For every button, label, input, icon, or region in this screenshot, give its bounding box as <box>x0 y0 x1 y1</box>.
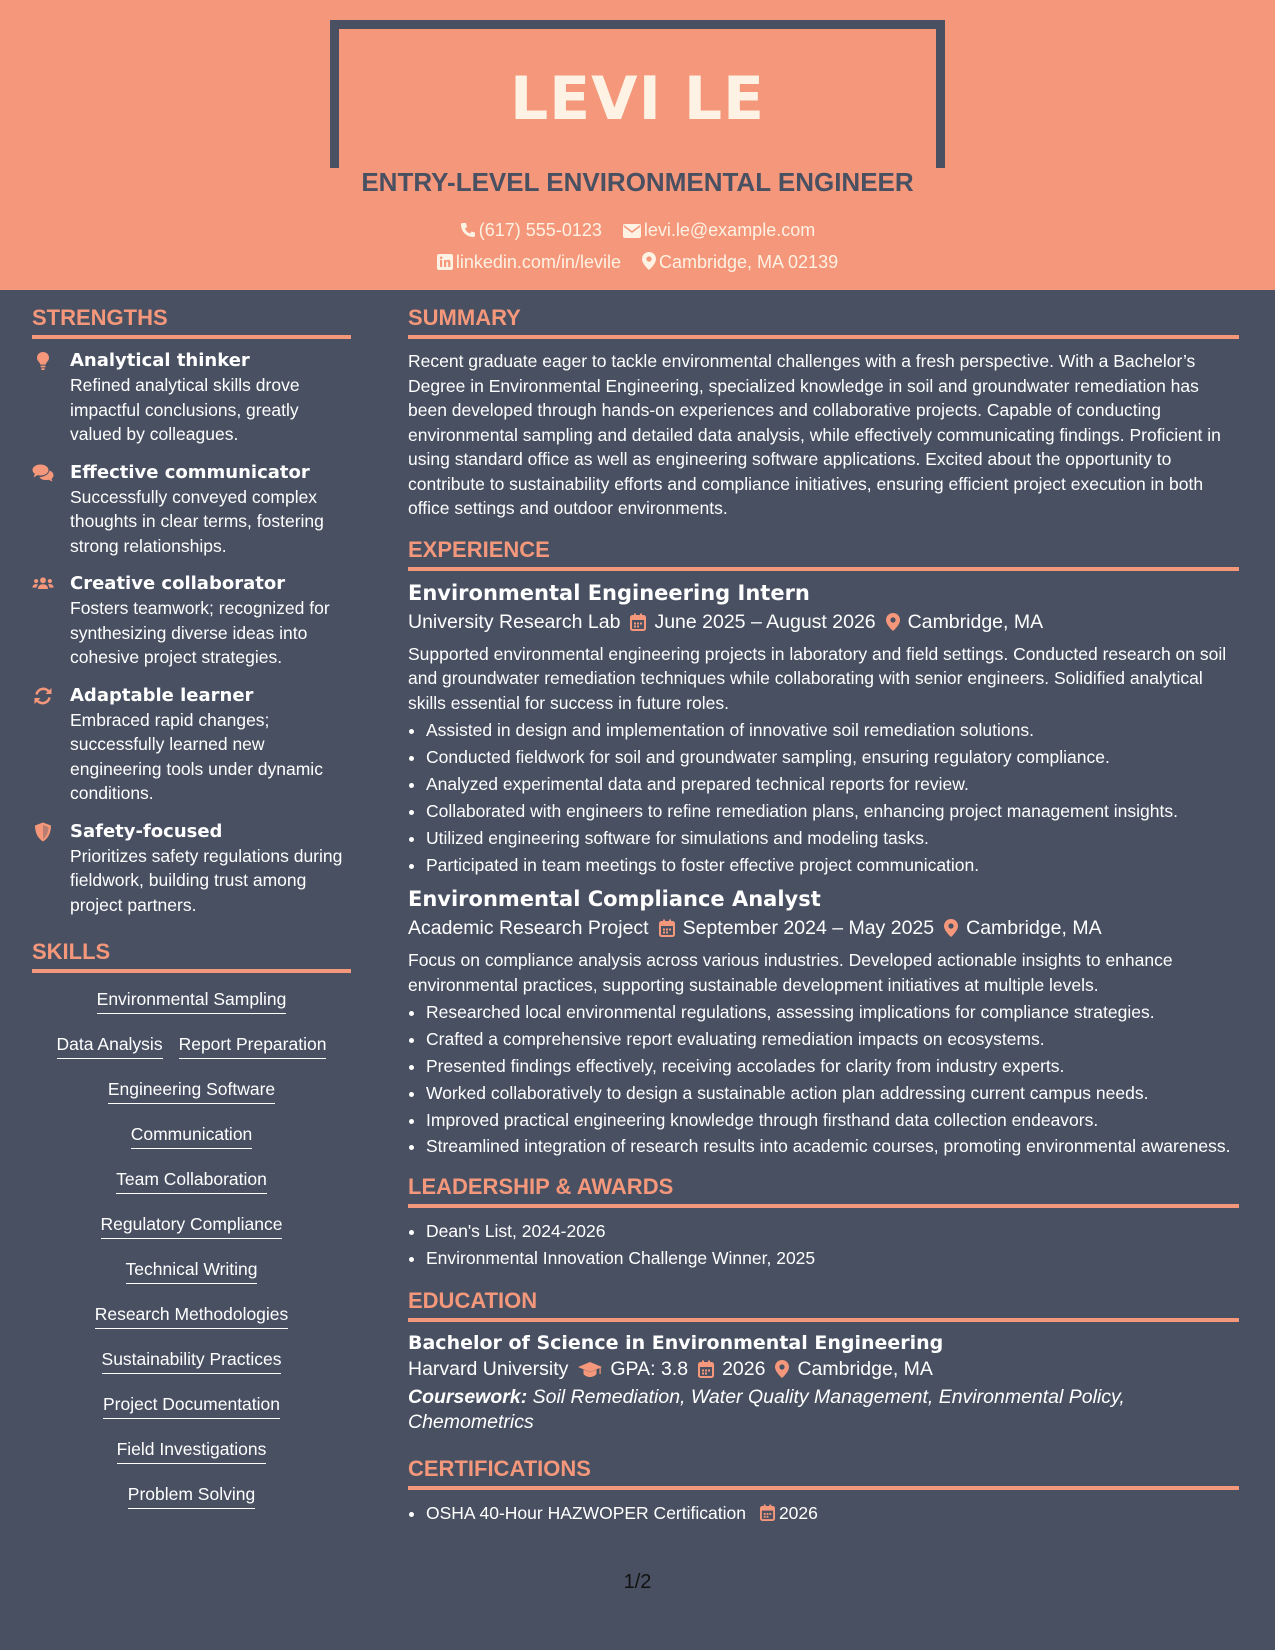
coursework-label: Coursework: <box>408 1386 528 1408</box>
email-text: levi.le@example.com <box>643 220 816 240</box>
skills-heading: SKILLS <box>32 939 351 973</box>
graduation-cap-icon <box>578 1362 602 1378</box>
list-item: • Worked collaboratively to design a sustainable action plan addressing current campus needs. <box>426 1080 1239 1107</box>
page-number: 1/2 <box>623 1571 652 1593</box>
chat-icon <box>32 463 54 483</box>
map-pin-icon <box>775 1360 789 1378</box>
school-name: Harvard University <box>408 1358 569 1380</box>
strength-item <box>32 461 351 559</box>
job-location: Cambridge, MA <box>966 917 1102 939</box>
lightbulb-icon <box>32 351 54 371</box>
map-pin-icon <box>944 919 958 937</box>
gpa-text: GPA: 3.8 <box>610 1358 689 1380</box>
job-org: University Research Lab <box>408 610 621 633</box>
users-icon <box>32 574 54 594</box>
strength-title: Analytical thinker <box>70 350 250 371</box>
header <box>0 0 1275 290</box>
skill-tag: Data Analysis <box>57 1034 163 1059</box>
job-entry <box>408 581 1239 880</box>
certification-name: OSHA 40-Hour HAZWOPER Certification <box>426 1503 746 1523</box>
linkedin-contact[interactable] <box>437 252 621 273</box>
skill-tag: Problem Solving <box>128 1484 255 1509</box>
list-item: • Presented findings effectively, receiving accolades for clarity from industry experts. <box>426 1053 1239 1080</box>
strength-item <box>32 820 351 918</box>
job-meta <box>408 611 1239 634</box>
strength-desc: Embraced rapid changes; successfully learned new engineering tools under dynamic conditions. <box>70 709 323 803</box>
right-column <box>408 305 1239 1527</box>
job-org: Academic Research Project <box>408 917 649 939</box>
location-contact <box>642 252 838 273</box>
skill-tag: Communication <box>131 1124 253 1149</box>
education-heading: EDUCATION <box>408 1288 1239 1322</box>
list-item: • Improved practical engineering knowledge through firsthand data collection endeavors. <box>426 1107 1239 1134</box>
coursework-text: Soil Remediation, Water Quality Management, Environmental Policy, Chemometrics <box>408 1386 1125 1433</box>
skill-tag: Environmental Sampling <box>97 989 287 1014</box>
coursework <box>408 1385 1239 1434</box>
calendar-icon <box>760 1504 775 1521</box>
shield-icon <box>32 822 54 842</box>
skill-tag: Team Collaboration <box>116 1169 267 1194</box>
strength-title: Safety-focused <box>70 820 223 842</box>
job-meta <box>408 917 1239 940</box>
experience-heading: EXPERIENCE <box>408 537 1239 571</box>
job-location: Cambridge, MA <box>907 610 1044 633</box>
job-entry-title: Environmental Engineering Intern <box>408 580 810 605</box>
strength-desc: Fosters teamwork; recognized for synthesizing diverse ideas into cohesive project strategies. <box>70 598 330 667</box>
skill-tag: Technical Writing <box>126 1259 258 1284</box>
certification-year: 2026 <box>778 1503 818 1523</box>
skill-tag: Research Methodologies <box>95 1304 289 1329</box>
list-item: • Conducted fieldwork for soil and groundwater sampling, ensuring regulatory compliance. <box>426 744 1239 771</box>
job-bullets <box>408 999 1239 1158</box>
summary-heading: SUMMARY <box>408 305 1239 339</box>
job-description: Focus on compliance analysis across various industries. Developed actionable insights to enhance environmental practices, supporting sustainable development initiatives at multiple levels. <box>408 950 1173 995</box>
skills-list <box>32 983 351 1529</box>
refresh-icon <box>32 686 54 706</box>
list-item: • Streamlined integration of research results into academic courses, promoting environmental awareness. <box>426 1134 1239 1158</box>
job-entry-title: Environmental Compliance Analyst <box>408 887 821 911</box>
linkedin-icon <box>437 254 453 270</box>
phone-text: (617) 555-0123 <box>478 220 602 240</box>
job-dates: June 2025 – August 2026 <box>654 610 876 633</box>
calendar-icon <box>659 919 675 937</box>
strength-desc: Refined analytical skills drove impactful conclusions, greatly valued by colleagues. <box>70 375 300 444</box>
graduation-year: 2026 <box>722 1358 766 1380</box>
certifications-heading: CERTIFICATIONS <box>408 1456 1239 1490</box>
degree-title: Bachelor of Science in Environmental Engineering <box>408 1332 944 1354</box>
list-item: • Crafted a comprehensive report evaluating remediation impacts on ecosystems. <box>426 1026 1239 1053</box>
job-title: ENTRY-LEVEL ENVIRONMENTAL ENGINEER <box>361 167 914 197</box>
strength-desc: Prioritizes safety regulations during fieldwork, building trust among project partners. <box>70 845 343 915</box>
job-bullets <box>408 717 1239 879</box>
strength-item <box>32 572 351 670</box>
strength-title: Effective communicator <box>70 461 310 483</box>
skill-tag: Sustainability Practices <box>102 1349 282 1374</box>
job-dates: September 2024 – May 2025 <box>682 917 935 939</box>
contact-row-1 <box>0 220 1275 241</box>
skill-tag: Field Investigations <box>117 1439 267 1464</box>
strength-item <box>32 684 351 806</box>
location-text: Cambridge, MA 02139 <box>658 252 839 272</box>
education-meta <box>408 1358 1239 1381</box>
list-item: • Utilized engineering software for simulations and modeling tasks. <box>426 825 1239 852</box>
list-item: • Dean's List, 2024-2026 <box>426 1218 1239 1245</box>
job-description: Supported environmental engineering projects in laboratory and field settings. Conducted research on soil and groundwater remediation techniques while collaborating with senior engineers. Solidified analytical skills essential for success in future roles. <box>408 643 1227 713</box>
summary-text: Recent graduate eager to tackle environmental challenges with a fresh perspective. With a Bachelor’s Degree in Environmental Engineering, specialized knowledge in soil and groundwater remediation has been developed through hands-on experiences and collaborative projects. Capable of conducting environmental sampling and detailed data analysis, while effectively communicating findings. Proficient in using standard office as well as engineering software applications. Excited about the opportunity to contribute to sustainability efforts and compliance initiatives, ensuring efficient project execution in both office settings and outdoor environments. <box>408 351 1221 518</box>
education-location: Cambridge, MA <box>797 1358 933 1380</box>
skill-tag: Project Documentation <box>103 1394 280 1419</box>
phone-icon <box>460 222 476 238</box>
skill-tag: Report Preparation <box>179 1034 327 1059</box>
candidate-name: LEVI LE <box>509 64 766 134</box>
calendar-icon <box>630 613 646 631</box>
map-pin-icon <box>642 252 656 270</box>
strengths-heading: STRENGTHS <box>32 305 351 339</box>
strength-item <box>32 349 351 447</box>
skill-tag: Regulatory Compliance <box>101 1214 283 1239</box>
list-item: • Assisted in design and implementation of innovative soil remediation solutions. <box>426 717 1239 744</box>
list-item: • Collaborated with engineers to refine remediation plans, enhancing project management insights. <box>426 798 1239 825</box>
calendar-icon <box>698 1360 714 1378</box>
leadership-list <box>408 1218 1239 1272</box>
list-item <box>426 1500 1239 1527</box>
phone-contact[interactable] <box>460 220 602 241</box>
left-column <box>32 305 351 1529</box>
map-pin-icon <box>886 613 900 631</box>
list-item: • Environmental Innovation Challenge Winner, 2025 <box>426 1245 1239 1272</box>
strength-title: Creative collaborator <box>70 573 286 594</box>
envelope-icon <box>623 224 641 238</box>
contact-row-2 <box>0 252 1275 273</box>
strength-title: Adaptable learner <box>70 684 254 706</box>
skill-tag: Engineering Software <box>108 1079 275 1104</box>
email-contact[interactable] <box>623 220 815 241</box>
list-item: • Participated in team meetings to foster effective project communication. <box>426 852 1239 879</box>
leadership-heading: LEADERSHIP & AWARDS <box>408 1174 1239 1208</box>
list-item: • Researched local environmental regulations, assessing implications for compliance strategies. <box>426 999 1239 1026</box>
job-entry <box>408 887 1239 1158</box>
certifications-list <box>408 1500 1239 1527</box>
strength-desc: Successfully conveyed complex thoughts in clear terms, fostering strong relationships. <box>70 486 324 556</box>
linkedin-text: linkedin.com/in/levile <box>455 252 621 272</box>
list-item: • Analyzed experimental data and prepared technical reports for review. <box>426 771 1239 798</box>
